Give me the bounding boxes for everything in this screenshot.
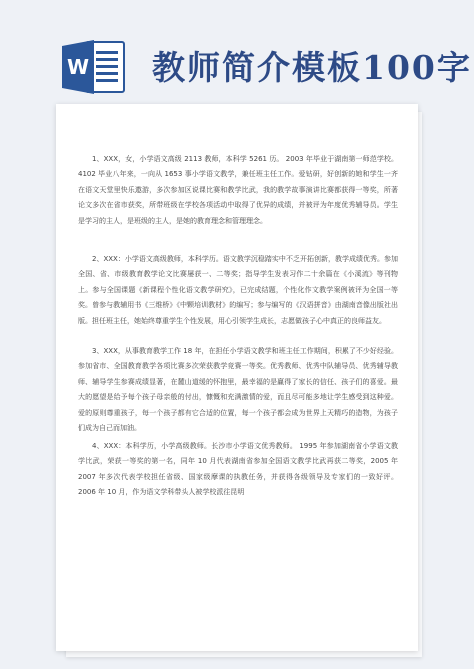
paragraph-2: 2、XXX：小学语文高级教师，本科学历。语文教学沉稳踏实中不乏开拓创新，教学成绩优秀。参加全国、省、市级教育教学论文比赛屡获一、二等奖；指导学生发表习作二十余篇在《小溪流》等刊物上。参与全国课题《新课程个性化语文教学研究》，已完成结题，个性化作文教学案例被评为全国一等奖。曾参与教辅用书《三维桥》《中颗培训教材》的编写；参与编写的《汉语拼音》由湖南音像出版社出版。担任班主任，她始终尊重学生个性发展，用心引领学生成长，志愿做孩子心中真正的良师益友。: [78, 255, 398, 325]
page-title: 教师简介模板100字: [152, 48, 472, 87]
document-page: [56, 104, 418, 651]
paragraph-4: 4、XXX：本科学历，小学高级教师。长沙市小学语文优秀教师。 1995 年参加湖南省小学语文教学比武，荣获一等奖的第一名，同年 10 月代表湖南省参加全国语文教学比武再获二等奖，2005 年 2007 年多次代表学校担任省级、国家级摩课的执教任务，并获得各级领导及专家们的一致好评。 2006 年 10 月，作为语文学科带头人被学校派往昆明: [78, 442, 398, 497]
paragraph-3: 3、XXX，从事教育教学工作 18 年，在担任小学语文教学和班主任工作期间，积累了不少好经验。参加省市、全国教育教学各项比赛多次荣获教学竞赛一等奖。优秀教师、优秀中队辅导员、优秀辅导教师、辅导学生参赛成绩显著，在麓山道缓的怀抱里，最幸福的是赢得了家长的信任、孩子们的喜爱。最大的愿望是给予每个孩子母亲般的付出，慷慨和充满激情的爱，而且尽可能多地让学生感受到这种爱。爱的原则尊重孩子，每一个孩子都有它合适的位置，每一个孩子都会成为世界上天精巧的造物，为孩子们成为自己而加油。: [78, 347, 398, 433]
header-banner: [0, 0, 474, 118]
paragraph-1: 1、XXX，女，小学语文高级 2113 教师，本科学 5261 历。 2003 年毕业于湖南第一师范学校。 4102 毕业八年来，一向从 1653 事小学语文教学，兼任班主任工作。爱钻研，好创新的她和学生一齐在语文天堂里快乐遨游，多次参加区说课比赛和教学比武，我的教学故事演讲比赛都获得一等奖，所著论文多次在省市获奖，所带班级在学校各项活动中取得了优异的成绩，并被评为年度优秀辅导员。学生是学习的主人，是班级的主人，是她的教育理念和管理理念。: [78, 155, 398, 225]
svg-text:W: W: [66, 55, 90, 79]
word-document-icon: [60, 38, 126, 96]
